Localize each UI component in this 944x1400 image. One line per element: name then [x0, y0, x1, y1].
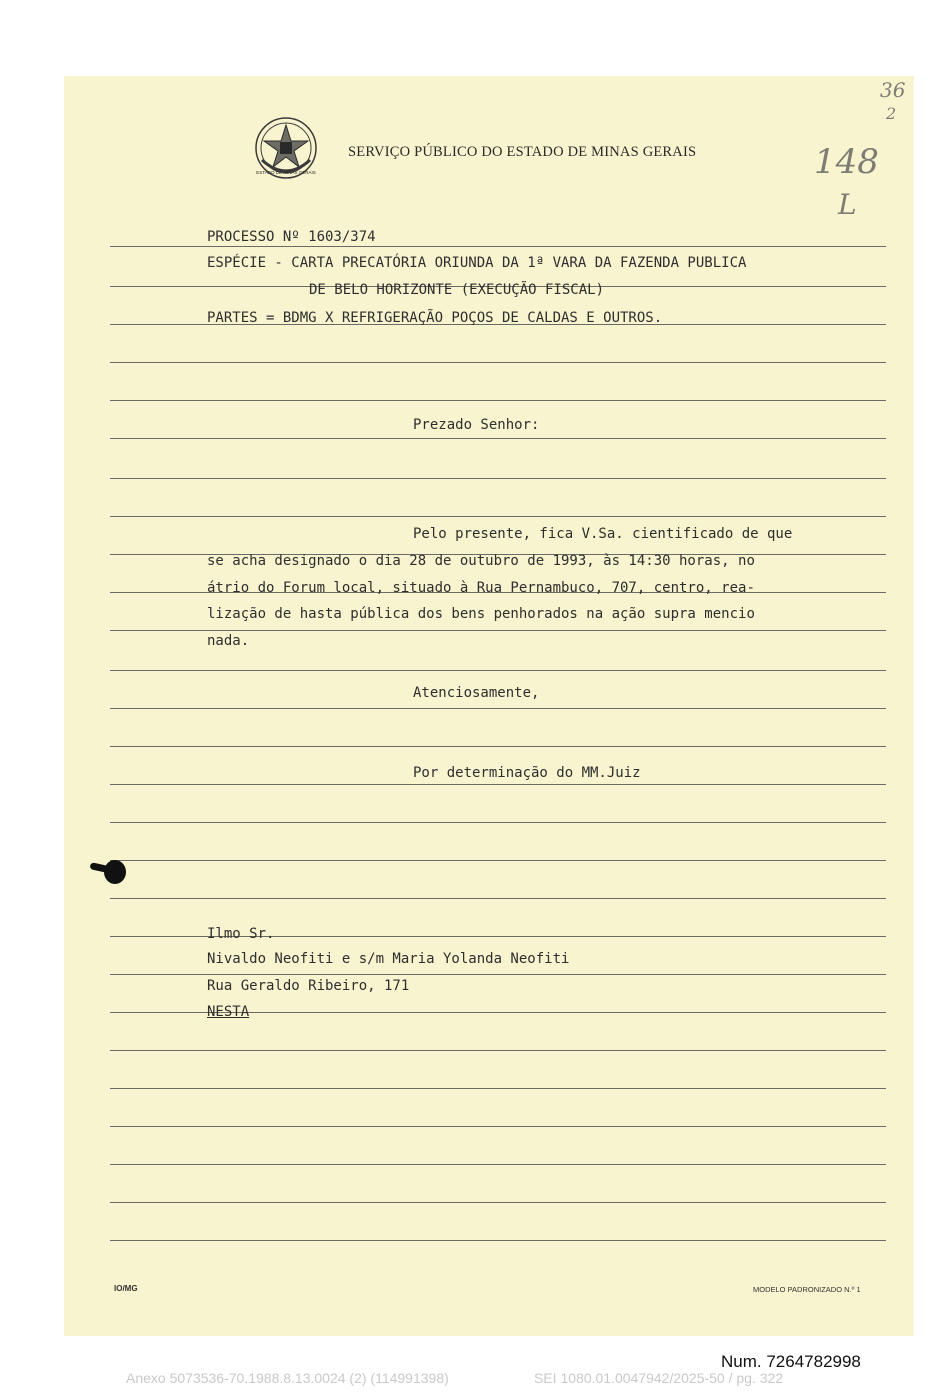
seal-text: ESTADO DE MINAS GERAIS	[256, 170, 316, 175]
handwritten-initial: L	[838, 188, 857, 221]
ruled-line	[110, 1050, 886, 1051]
ruled-line	[110, 438, 886, 439]
handwritten-page-number: 148	[814, 142, 879, 182]
ruled-line	[110, 516, 886, 517]
ruled-line	[110, 246, 886, 247]
body-line-2: se acha designado o dia 28 de outubro de 1993, às 14:30 horas, no	[207, 553, 755, 569]
ruled-line	[110, 1240, 886, 1241]
ruled-line	[110, 860, 886, 861]
ruled-line	[110, 362, 886, 363]
body-line-3: átrio do Forum local, situado à Rua Pernambuco, 707, centro, rea-	[207, 580, 755, 596]
ruled-line	[110, 630, 886, 631]
document-number: Num. 7264782998	[721, 1352, 861, 1371]
document-page	[64, 76, 914, 1336]
ruled-line	[110, 1126, 886, 1127]
addressee-line-3: Rua Geraldo Ribeiro, 171	[207, 978, 410, 994]
ruled-line	[110, 822, 886, 823]
ruled-line	[110, 708, 886, 709]
ruled-line	[110, 400, 886, 401]
ruled-line	[110, 974, 886, 975]
ruled-line	[110, 746, 886, 747]
addressee-line-4: NESTA	[207, 1004, 250, 1020]
closing: Atenciosamente,	[413, 685, 540, 701]
ruled-line	[110, 898, 886, 899]
sei-reference: SEI 1080.01.0047942/2025-50 / pg. 322	[534, 1370, 784, 1386]
body-line-1: Pelo presente, fica V.Sa. cientificado de que	[413, 526, 793, 542]
handwritten-corner-mark: 2	[886, 104, 897, 123]
ruled-line	[110, 1164, 886, 1165]
body-line-4: lização de hasta pública dos bens penhorados na ação supra mencio	[207, 606, 755, 622]
addressee-line-1: Ilmo Sr.	[207, 926, 275, 942]
coat-of-arms-seal	[250, 116, 322, 182]
especie-line-2: DE BELO HORIZONTE (EXECUÇÃO FISCAL)	[309, 282, 605, 298]
addressee-line-2: Nivaldo Neofiti e s/m Maria Yolanda Neofiti	[207, 951, 570, 967]
ruled-line	[110, 1088, 886, 1089]
signature-line: Por determinação do MM.Juiz	[413, 765, 641, 781]
annex-reference: Anexo 5073536-70.1988.8.13.0024 (2) (114991398)	[126, 1370, 449, 1386]
header-title: SERVIÇO PÚBLICO DO ESTADO DE MINAS GERAIS	[348, 144, 697, 160]
ruled-line	[110, 784, 886, 785]
ruled-line	[110, 1202, 886, 1203]
ruled-line	[110, 670, 886, 671]
handwritten-corner-number: 36	[880, 78, 906, 102]
body-line-5: nada.	[207, 633, 250, 649]
ruled-line	[110, 478, 886, 479]
especie-line-1: ESPÉCIE - CARTA PRECATÓRIA ORIUNDA DA 1ª VARA DA FAZENDA PUBLICA	[207, 255, 747, 271]
ink-smudge	[104, 860, 126, 884]
processo-line: PROCESSO Nº 1603/374	[207, 229, 376, 245]
form-model-label: MODELO PADRONIZADO N.º 1	[753, 1285, 861, 1294]
form-code: IO/MG	[114, 1284, 138, 1293]
salutation: Prezado Senhor:	[413, 417, 540, 433]
partes-line: PARTES = BDMG X REFRIGERAÇÃO POÇOS DE CALDAS E OUTROS.	[207, 310, 663, 326]
